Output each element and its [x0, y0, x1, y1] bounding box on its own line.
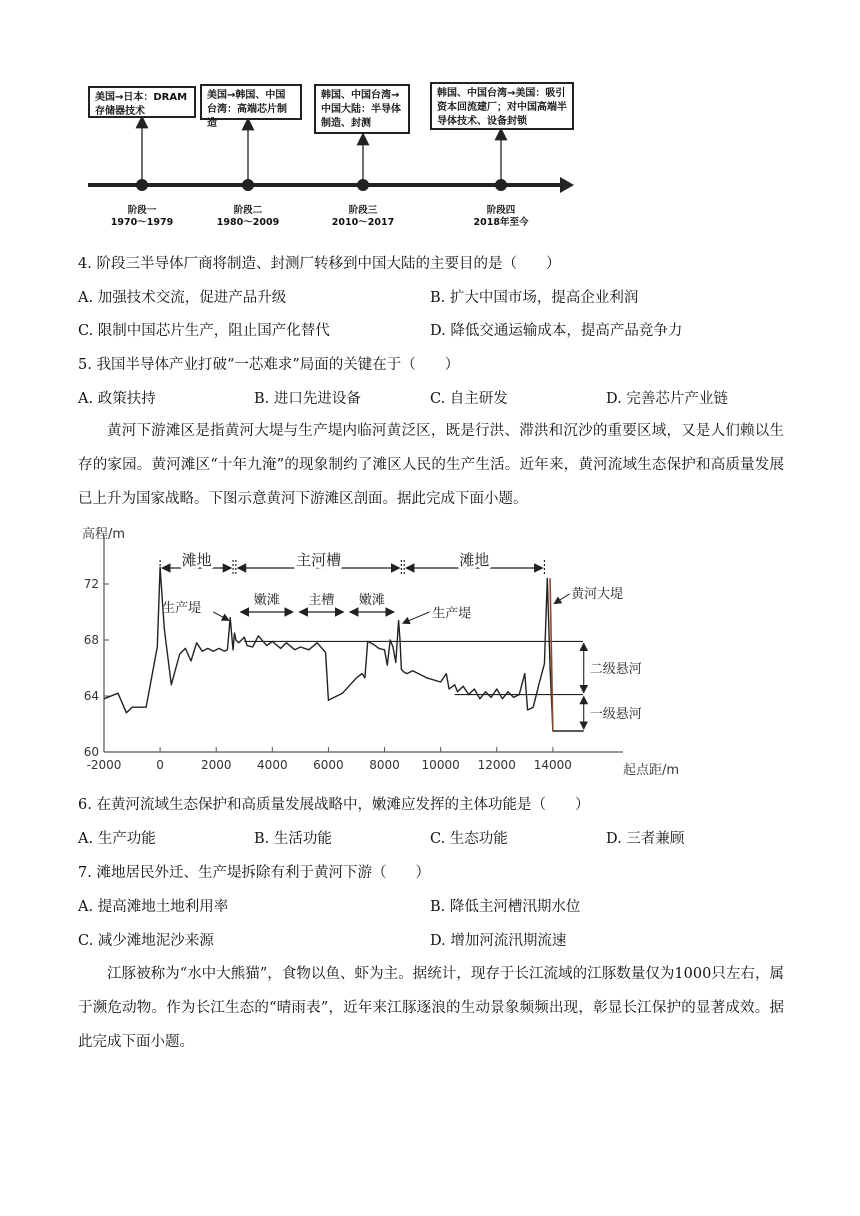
question-4-stem: 4. 阶段三半导体厂商将制造、封测厂转移到中国大陆的主要目的是（ ） [78, 256, 561, 272]
profile-line [104, 567, 584, 731]
subzone-label: 主槽 [308, 593, 335, 608]
question-6-stem: 6. 在黄河流域生态保护和高质量发展战略中，嫩滩应发挥的主体功能是（ ） [78, 797, 590, 813]
stage-name: 阶段二 [233, 205, 263, 216]
x-tick-label: 14000 [533, 758, 572, 772]
timeline-box-2: 美国→韩国、中国台湾：高端芯片制造 [200, 84, 302, 120]
q7-option-a[interactable]: A. 提高滩地土地利用率 [78, 899, 229, 915]
annotation-primary-suspended: 一级悬河 [589, 706, 642, 722]
subzone-label: 嫩滩 [253, 593, 280, 608]
stage-dot-2 [242, 179, 254, 191]
stage-name: 阶段三 [348, 205, 378, 216]
question-7-stem: 7. 滩地居民外迁、生产堤拆除有利于黄河下游（ ） [78, 865, 430, 881]
timeline-box-1: 美国→日本：DRAM存储器技术 [88, 86, 196, 118]
x-tick-label: 10000 [421, 758, 460, 772]
q7-option-b[interactable]: B. 降低主河槽汛期水位 [430, 899, 581, 915]
q5-option-c[interactable]: C. 自主研发 [430, 391, 508, 407]
passage-yellow-river [78, 414, 784, 516]
q6-option-d[interactable]: D. 三者兼顾 [606, 831, 685, 847]
y-tick-label: 60 [83, 745, 99, 759]
annotation-production-dike-right: 生产堤 [432, 606, 472, 622]
x-tick-label: 0 [156, 758, 164, 772]
q4-option-b[interactable]: B. 扩大中国市场，提高企业利润 [430, 290, 639, 306]
q7-option-d[interactable]: D. 增加河流汛期流速 [430, 933, 567, 949]
stage-dot-3 [357, 179, 369, 191]
x-axis-label: 起点距/m [623, 763, 680, 778]
profile-chart [78, 522, 680, 782]
q7-option-c[interactable]: C. 减少滩地泥沙来源 [78, 933, 214, 949]
x-tick-label: 12000 [477, 758, 516, 772]
zone-label: 滩地 [181, 551, 212, 569]
q4-option-c[interactable]: C. 限制中国芯片生产，阻止国产化替代 [78, 323, 330, 339]
passage-finless-porpoise [78, 957, 784, 1059]
y-tick-label: 64 [83, 689, 99, 703]
passage-text: 黄河下游滩区是指黄河大堤与生产堤内临河黄泛区，既是行洪、滞洪和沉沙的重要区域，又是人们赖以生存的家园。黄河滩区“十年九淹”的现象制约了滩区人民的生产生活。近年来，黄河流域生态保护和高质量发展已上升为国家战略。下图示意黄河下游滩区剖面。据此完成下面小题。 [78, 423, 784, 507]
stage-years: 1970～1979 [110, 217, 174, 228]
timeline-box-3: 韩国、中国台湾→中国大陆：半导体制造、封测 [314, 84, 410, 134]
stage-years: 2018年至今 [473, 217, 529, 228]
q6-option-b[interactable]: B. 生活功能 [254, 831, 332, 847]
q5-option-d[interactable]: D. 完善芯片产业链 [606, 391, 728, 407]
zone-label: 主河槽 [296, 551, 342, 569]
annotation-main-levee: 黄河大堤 [571, 587, 624, 602]
stage-label-3 [323, 205, 403, 229]
annotation-arrow [554, 594, 569, 604]
x-tick-label: 6000 [313, 758, 344, 772]
stage-dot-4 [495, 179, 507, 191]
q6-option-a[interactable]: A. 生产功能 [78, 831, 156, 847]
y-axis-label: 高程/m [82, 527, 126, 542]
stage-label-4 [461, 205, 541, 229]
stage-years: 1980～2009 [216, 217, 280, 228]
q6-option-c[interactable]: C. 生态功能 [430, 831, 508, 847]
annotation-secondary-suspended: 二级悬河 [589, 662, 642, 677]
subzone-label: 嫩滩 [358, 593, 385, 608]
stage-name: 阶段一 [127, 205, 157, 216]
stage-dot-1 [136, 179, 148, 191]
q5-option-b[interactable]: B. 进口先进设备 [254, 391, 361, 407]
x-tick-label: 8000 [369, 758, 400, 772]
stage-years: 2010～2017 [331, 217, 395, 228]
q4-option-d[interactable]: D. 降低交通运输成本，提高产品竞争力 [430, 323, 683, 339]
annotation-arrow [403, 612, 430, 623]
annotation-arrow [213, 612, 228, 620]
stage-label-2 [208, 205, 288, 229]
stage-label-1 [102, 205, 182, 229]
zone-label: 滩地 [459, 551, 490, 569]
y-tick-label: 72 [83, 577, 99, 591]
x-tick-label: -2000 [86, 758, 122, 772]
y-tick-label: 68 [83, 633, 99, 647]
x-tick-label: 4000 [257, 758, 288, 772]
stage-name: 阶段四 [486, 205, 516, 216]
question-5-stem: 5. 我国半导体产业打破“一芯难求”局面的关键在于（ ） [78, 357, 460, 373]
x-tick-label: 2000 [200, 758, 232, 772]
passage-text: 江豚被称为“水中大熊猫”，食物以鱼、虾为主。据统计，现存于长江流域的江豚数量仅为1000只左右，属于濒危动物。作为长江生态的“晴雨表”，近年来江豚逐浪的生动景象频频出现，彰显长江保护的显著成效。据此完成下面小题。 [78, 966, 784, 1050]
q4-option-a[interactable]: A. 加强技术交流，促进产品升级 [78, 290, 287, 306]
timeline-box-4: 韩国、中国台湾→美国：吸引资本回流建厂；对中国高端半导体技术、设备封锁 [430, 82, 574, 130]
q5-option-a[interactable]: A. 政策扶持 [78, 391, 156, 407]
annotation-production-dike-left: 生产堤 [162, 601, 202, 616]
